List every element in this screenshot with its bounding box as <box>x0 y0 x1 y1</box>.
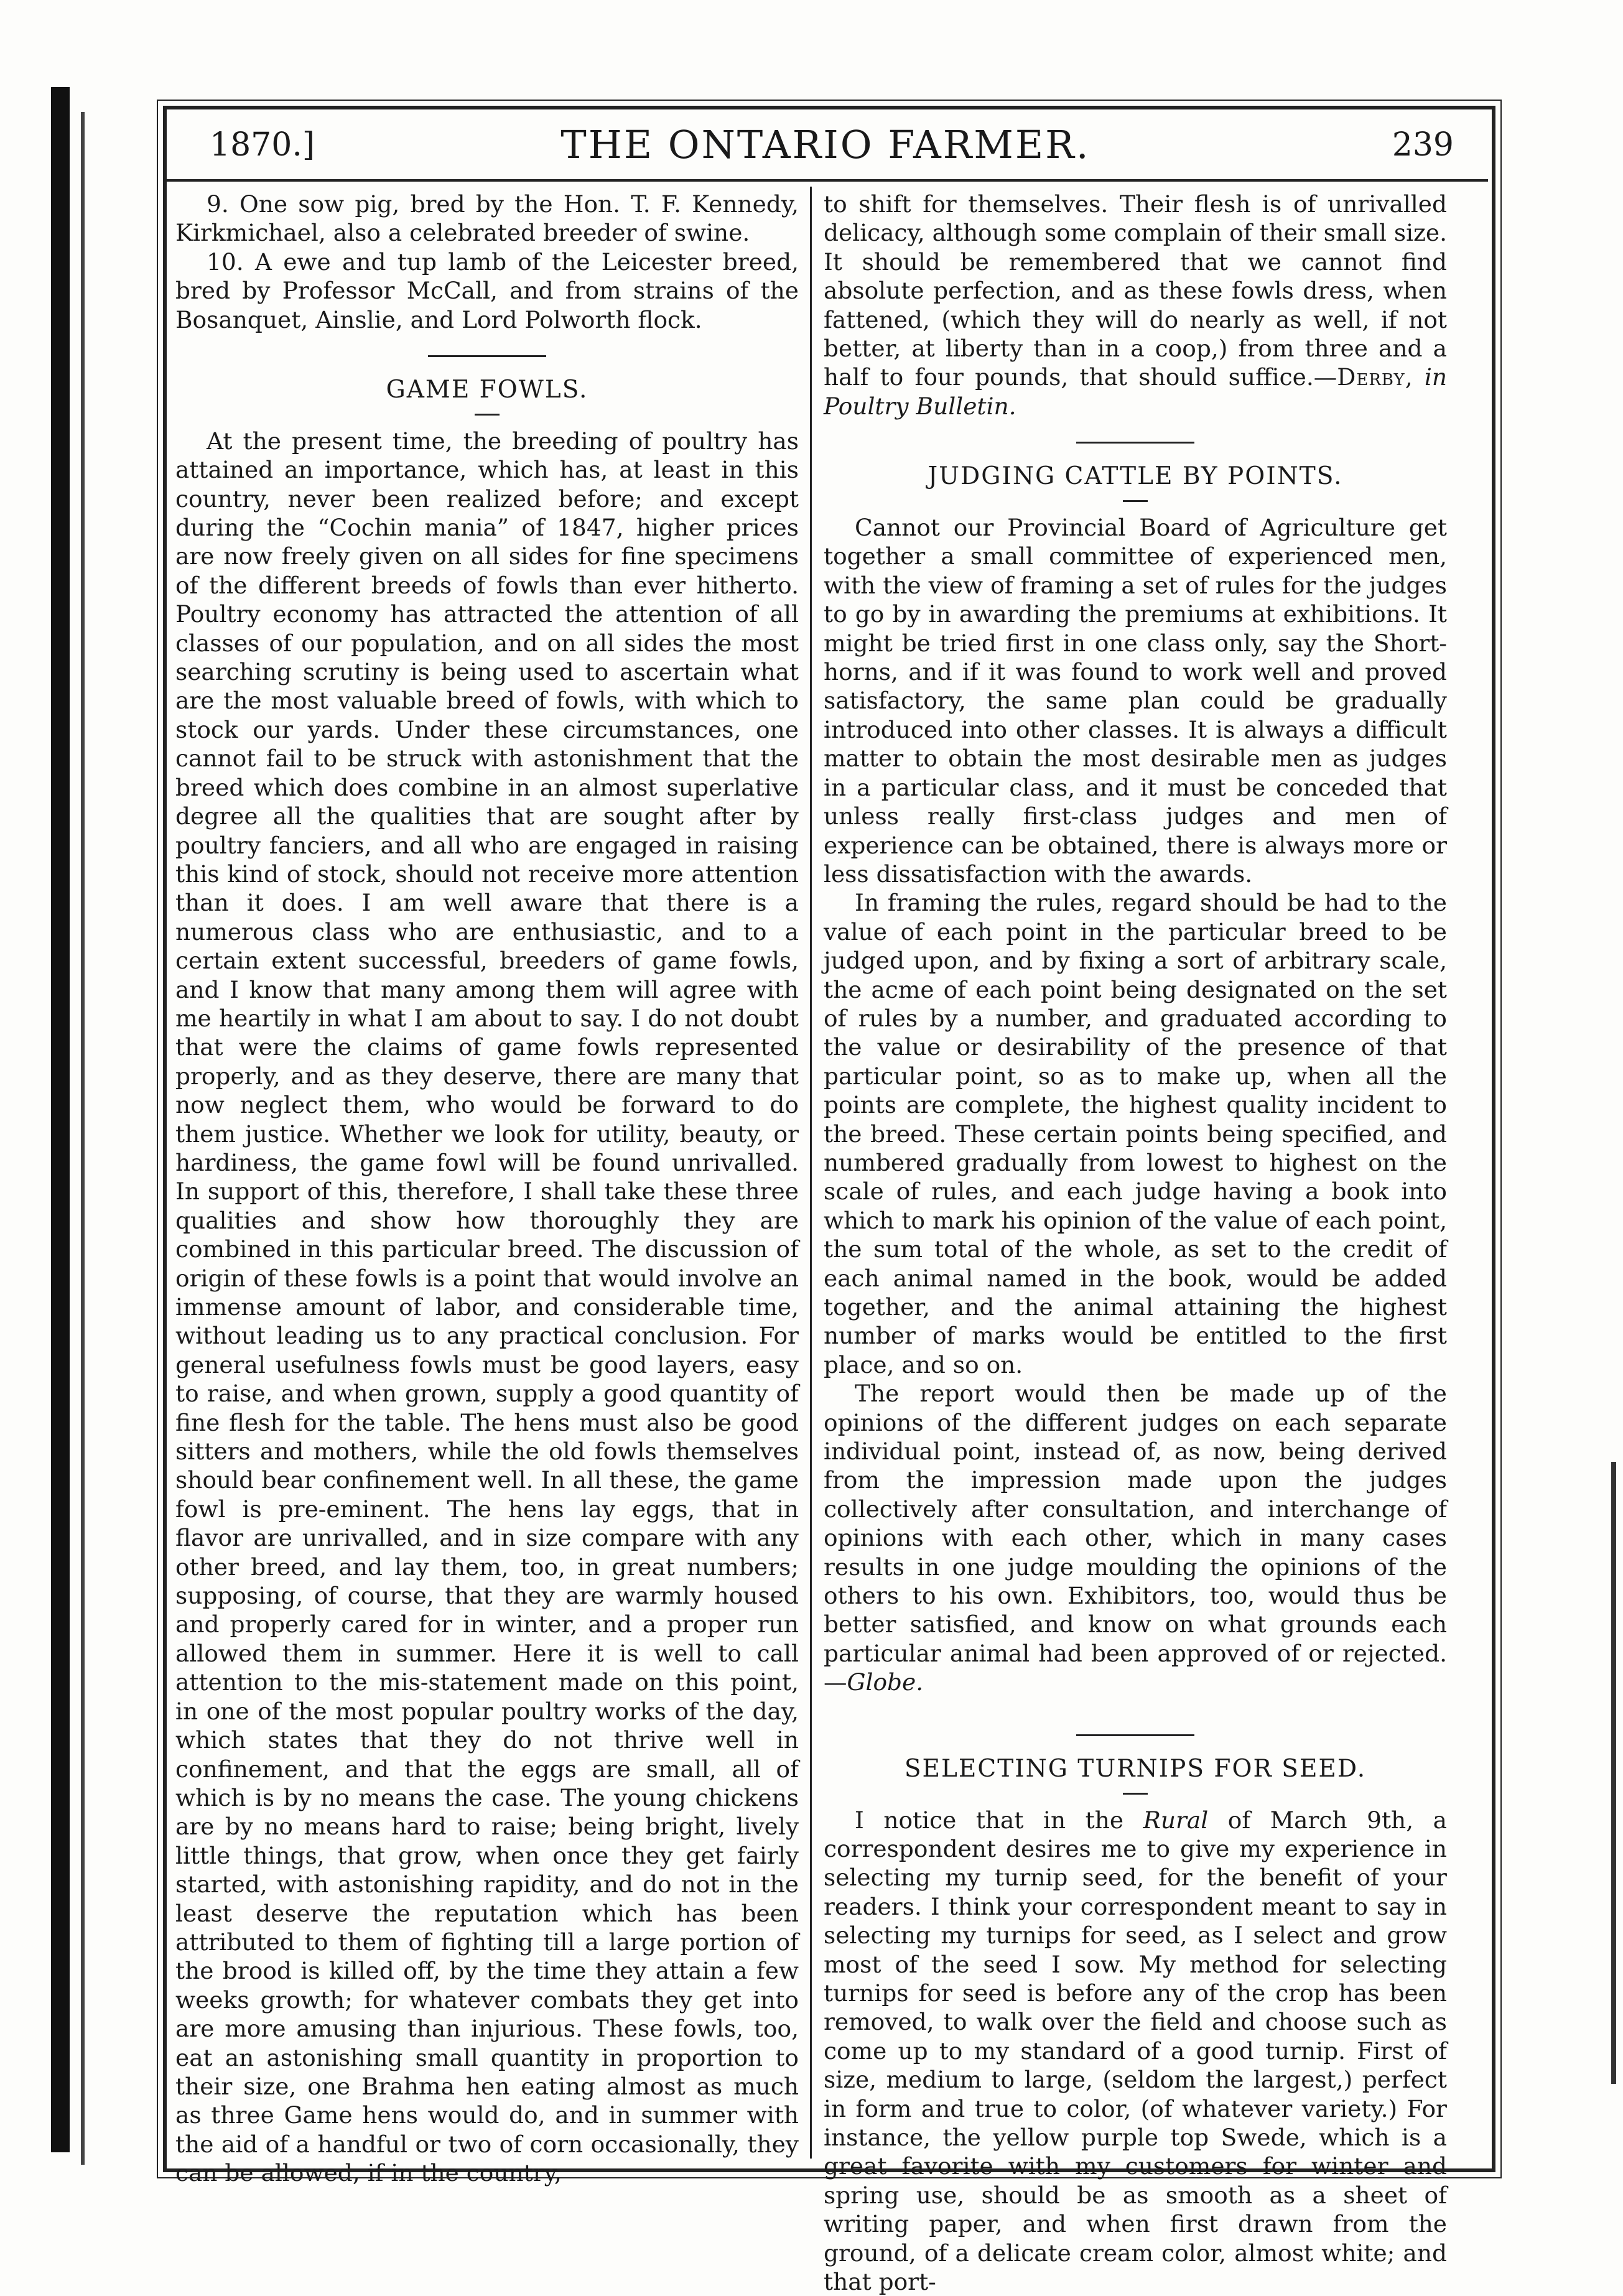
game-fowls-body: At the present time, the breeding of poultry has attained an importance, which has, at least in this country, never been realized before; and except during the “Cochin mania” of 1847, higher prices are now freely given on all sides for fine specimens of the different breeds of fowls than ever hitherto. Poultry economy has attracted the attention of all classes of our population, and on all sides the most searching scrutiny is being used to ascertain what are the most valuable breed of fowls, with which to stock our yards. Under these circumstances, one cannot fail to be struck with astonishment that the breed which does combine in an almost superlative degree all the qualities that are sought after by poultry fanciers, and all who are engaged in raising this kind of stock, should not receive more attention than it does. I am well aware that there is a numerous class who are enthusiastic, and to a certain extent successful, breeders of game fowls, and I know that many among them will agree with me heartily in what I am about to say. I do not doubt that were the claims of game fowls represented properly, and as they deserve, there are many that now neglect them, who would be forward to do them justice. Whether we look for utility, beauty, or hardiness, the game fowl will be found unrivalled. In support of this, therefore, I shall take these three qualities and show how thoroughly they are combined in this particular breed. The discussion of origin of these fowls is a point that would involve an immense amount of labor, and considerable time, without leading us to any practical conclusion. For general usefulness fowls must be good layers, easy to raise, and when grown, supply a good quantity of fine flesh for the table. The hens must also be good sitters and mothers, while the old fowls themselves should bear confinement well. In all these, the game fowl is pre-eminent. The hens lay eggs, that in flavor are unrivalled, and in size compare with any other breed, and lay them, too, in great numbers; supposing, of course, that they are warmly housed and properly cared for in winter, and a proper run allowed them in summer. Here it is well to call attention to the mis-statement made on this point, in one of the most popular poultry works of the day, which states that they do not thrive well in confinement, and that the eggs are small, all of which is by no means the case. The young chickens are by no means hard to raise; being bright, lively little things, that grow, when once they get fairly started, with astonishing rapidity, and do not in the least deserve the reputation which has been attributed to them of fighting till a large portion of the brood is killed off, by the time they attain a few weeks growth; for whatever combats they get into are more amusing than injurious. These fowls, too, eat an astonishing small quantity in proportion to their size, one Brahma hen eating almost as much as three Game hens would do, and in summer with the aid of a handful or two of corn occasionally, they can be allowed, if in the country, <box>175 427 799 2188</box>
judging-last-text: The report would then be made up of the opinions of the different judges on each separate individual point, instead of, as now, being derived from the impression made upon the judges collectively after consultation, and interchange of opinions with each other, which in many cases results in one judge moulding the opinions of the others to his own. Exhibitors, too, would thus be better satisfied, and know on what grounds each particular animal had been approved of or rejected.— <box>824 1380 1447 1696</box>
judging-source: Globe. <box>847 1668 924 1696</box>
turnips-text-after: of March 9th, a correspondent desires me to give my experience in selecting my turnip seed, for the benefit of your readers. I think your correspondent meant to say in selecting my turnips for seed, as I select and grow most of the seed I sow. My method for selecting turnips for seed is before any of the crop has been removed, to walk over the field and choose such as come up to my standard of a good turnip. First of size, medium to large, (seldom the largest,) perfect in form and true to color, (of whatever variety.) For instance, the yellow purple top Swede, which is a great favorite with my customers for winter and spring use, should be as smooth as a sheet of writing paper, and when first drawn from the ground, of a delicate cream color, almost white; and that port- <box>824 1806 1447 2296</box>
list-item: 9. One sow pig, bred by the Hon. T. F. Kennedy, Kirkmichael, also a celebrated breeder of swine. <box>175 190 799 248</box>
list-item: 10. A ewe and tup lamb of the Leicester breed, bred by Professor McCall, and from strains of the Bosanquet, Ainslie, and Lord Polworth flock. <box>175 248 799 334</box>
header-title: THE ONTARIO FARMER. <box>163 122 1488 167</box>
right-column <box>824 190 1447 2149</box>
game-fowls-credit-source: in Poultry Bulletin. <box>824 363 1447 419</box>
game-fowls-continued-text: to shift for themselves. Their flesh is of unrivalled delicacy, although some complain of their small size. It should be remembered that we cannot find absolute perfection, and as these fowls dress, when fattened, (which they will do nearly as well, if not better, at liberty than in a coop,) from three and a half to four pounds, that should suffice.— <box>824 190 1447 391</box>
turnips-body <box>824 1806 1447 2296</box>
game-fowls-continuation <box>824 190 1447 421</box>
turnips-heading: SELECTING TURNIPS FOR SEED. <box>824 1755 1447 1784</box>
heading-underline <box>475 414 500 416</box>
header-year: 1870.] <box>210 126 315 164</box>
scan-right-edge <box>1611 1462 1616 2084</box>
left-column <box>175 190 799 2149</box>
game-fowls-credit-name: Derby, <box>1337 363 1413 391</box>
running-header <box>163 111 1488 182</box>
judging-heading: JUDGING CATTLE BY POINTS. <box>824 462 1447 491</box>
turnips-text-before: I notice that in the <box>855 1806 1143 1834</box>
heading-underline <box>1123 500 1148 502</box>
turnips-source: Rural <box>1143 1806 1209 1834</box>
section-divider <box>1076 1734 1194 1736</box>
judging-paragraph: Cannot our Provincial Board of Agriculture get together a small committee of experienced men, with the view of framing a set of rules for the judges to go by in awarding the premiums at exhibitions. It might be tried first in one class only, say the Short-horns, and if it was found to work well and proved satisfactory, the same plan could be gradually introduced into other classes. It is always a difficult matter to obtain the most desirable men as judges in a particular class, and it must be conceded that unless really first-class judges and men of experience can be obtained, there is always more or less dissatisfaction with the awards. <box>824 513 1447 888</box>
section-divider <box>1076 442 1194 444</box>
judging-paragraph-last <box>824 1379 1447 1696</box>
section-divider <box>428 355 546 357</box>
scan-binding-edge <box>51 87 70 2152</box>
heading-underline <box>1123 1793 1148 1795</box>
judging-paragraph: In framing the rules, regard should be had to the value of each point in the particular breed to be judged upon, and by fixing a sort of arbitrary scale, the acme of each point being designated on the set of rules by a number, and graduated according to the value or desirability of the presence of that particular point, so as to make up, when all the points are complete, the highest quality incident to the breed. These certain points being specified, and numbered gradually from lowest to highest on the scale of rules, and each judge having a book into which to mark his opinion of the value of each point, the sum total of the whole, as set to the credit of each animal named in the book, would be added together, and the animal attaining the highest number of marks would be entitled to the first place, and so on. <box>824 888 1447 1379</box>
game-fowls-heading: GAME FOWLS. <box>175 376 799 405</box>
scan-binding-edge-thin <box>81 112 85 2165</box>
column-divider <box>810 187 812 2159</box>
header-page-number: 239 <box>1392 126 1454 164</box>
